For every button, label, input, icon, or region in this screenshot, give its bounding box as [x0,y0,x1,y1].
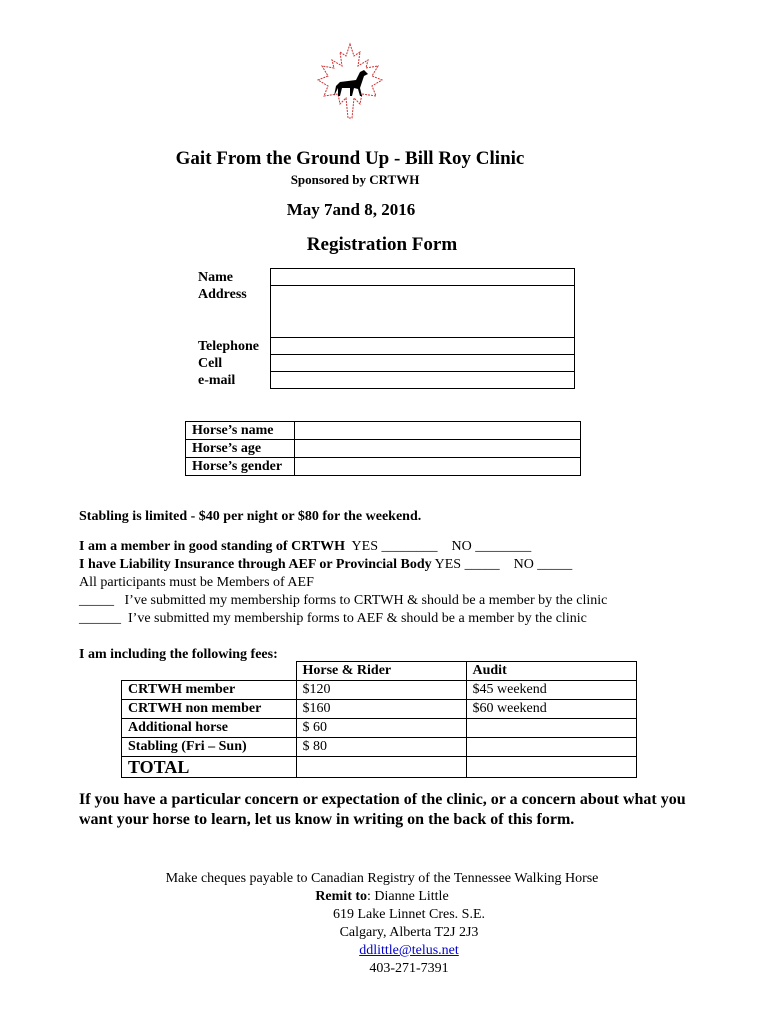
crtwh-submitted-line[interactable]: _____ I’ve submitted my membership forms to CRTWH & should be a member by the clinic [79,593,608,608]
fee-audit: $60 weekend [466,700,636,719]
address-line-2: Calgary, Alberta T2J 2J3 [339,925,479,940]
email-label: e-mail [198,372,236,388]
fees-table [121,661,637,778]
member-options[interactable]: YES ________ NO ________ [345,539,532,554]
fees-header-audit: Audit [466,662,636,681]
email-row [192,372,575,389]
aef-submitted-line[interactable]: ______ I’ve submitted my membership forms to AEF & should be a member by the clinic [79,611,587,626]
fee-audit: $45 weekend [466,681,636,700]
cell-row [192,355,575,372]
horse-gender-field[interactable] [295,458,581,476]
email-link[interactable]: ddlittle@telus.net [359,943,459,958]
page-title: Gait From the Ground Up - Bill Roy Clinic [175,148,525,169]
fees-row [122,681,637,700]
address-label: Address [198,286,247,302]
contact-table [192,268,575,389]
clinic-date: May 7and 8, 2016 [286,200,416,219]
cell-label: Cell [198,355,223,371]
horse-table [185,421,581,476]
horse-age-label: Horse’s age [186,440,295,458]
fees-row [122,719,637,738]
aef-note: All participants must be Members of AEF [79,575,314,590]
fee-audit [466,738,636,757]
member-question: I am a member in good standing of CRTWH [79,539,346,554]
name-label: Name [198,269,233,285]
fee-horse-rider: $ 60 [296,719,466,738]
total-horse-rider-field[interactable] [296,757,466,778]
fee-category: CRTWH member [122,681,297,700]
horse-gender-label: Horse’s gender [186,458,295,476]
fee-audit [466,719,636,738]
phone-line: 403-271-7391 [369,961,449,976]
email-field[interactable] [271,372,575,389]
stabling-note: Stabling is limited - $40 per night or $80 for the weekend. [79,509,422,524]
insurance-options[interactable]: YES _____ NO _____ [431,557,573,572]
cell-field[interactable] [271,355,575,372]
fee-category: Additional horse [122,719,297,738]
horse-name-row [186,422,581,440]
concern-note: If you have a particular concern or expectation of the clinic, or a concern about what you want your horse to learn, let us know in writing on the back of this form. [79,791,686,828]
horse-name-field[interactable] [295,422,581,440]
address-field[interactable] [271,286,575,338]
fee-category: CRTWH non member [122,700,297,719]
fee-horse-rider: $120 [296,681,466,700]
remit-line [0,888,770,906]
fee-category: Stabling (Fri – Sun) [122,738,297,757]
fee-horse-rider: $160 [296,700,466,719]
telephone-field[interactable] [271,338,575,355]
fee-horse-rider: $ 80 [296,738,466,757]
fees-header-horse-rider: Horse & Rider [296,662,466,681]
name-row [192,269,575,286]
horse-name-label: Horse’s name [186,422,295,440]
fees-row [122,738,637,757]
remit-label: Remit to [315,889,368,904]
total-audit-field[interactable] [466,757,636,778]
fees-row [122,700,637,719]
horse-age-row [186,440,581,458]
telephone-label: Telephone [198,338,259,354]
total-label: TOTAL [122,757,297,778]
horse-gender-row [186,458,581,476]
fees-total-row [122,757,637,778]
insurance-line [79,556,572,574]
horse-age-field[interactable] [295,440,581,458]
address-row [192,286,575,338]
address-line-1: 619 Lake Linnet Cres. S.E. [332,907,486,922]
insurance-question: I have Liability Insurance through AEF or Provincial Body [79,557,432,572]
fees-header-row [122,662,637,681]
fees-header-blank [122,662,297,681]
name-field[interactable] [271,269,575,286]
fees-intro: I am including the following fees: [79,647,278,662]
email-line [0,942,770,960]
telephone-row [192,338,575,355]
member-line [79,538,531,556]
cheques-line: Make cheques payable to Canadian Registry of the Tennessee Walking Horse [165,871,599,886]
crtwh-logo [310,42,390,122]
remit-name: : Dianne Little [367,889,449,904]
sponsor-line: Sponsored by CRTWH [290,172,420,187]
form-title: Registration Form [306,234,458,255]
